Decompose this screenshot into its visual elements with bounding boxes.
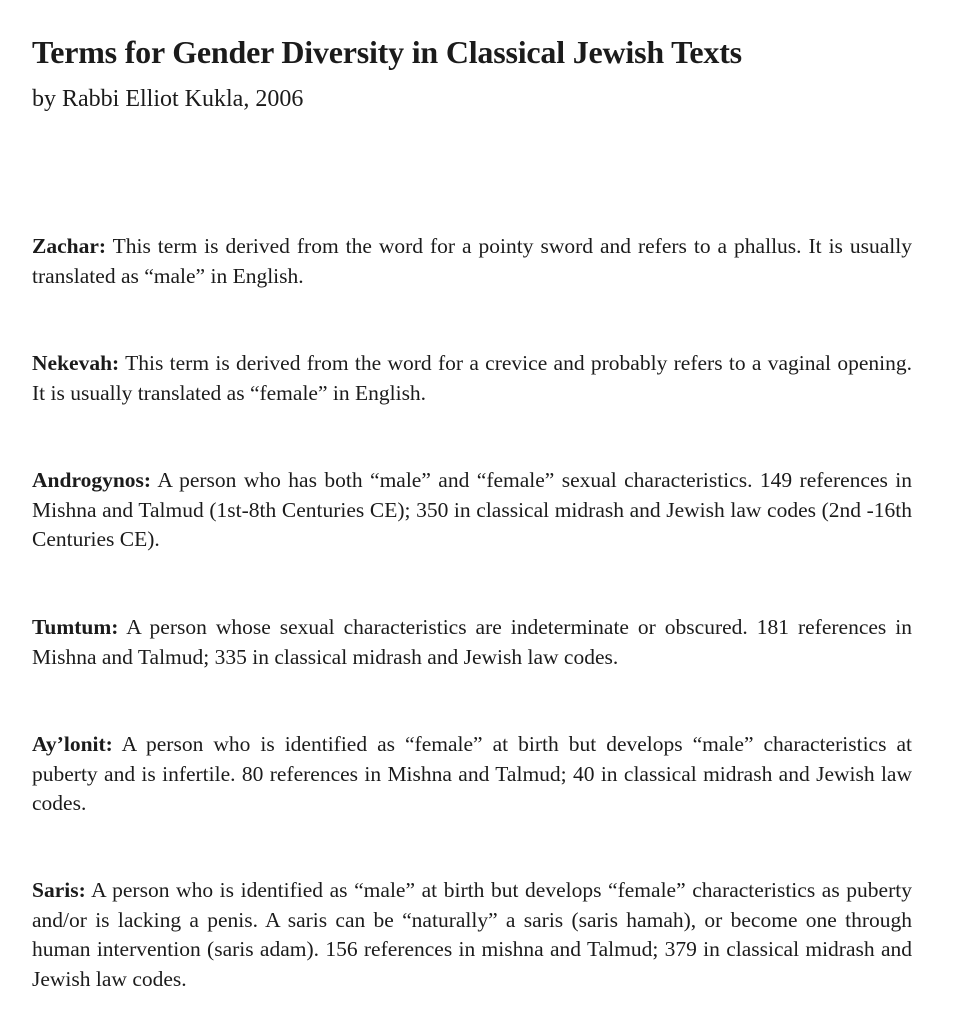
term-name: Tumtum: xyxy=(32,615,119,639)
document-page xyxy=(32,0,912,1024)
term-tumtum xyxy=(32,613,912,672)
author-byline: by Rabbi Elliot Kukla, 2006 xyxy=(32,86,304,112)
term-androgynos xyxy=(32,466,912,555)
term-name: Zachar: xyxy=(32,234,107,258)
term-name: Saris: xyxy=(32,878,86,902)
term-definition: This term is derived from the word for a pointy sword and refers to a phallus. It is usually translated as “male” in English. xyxy=(32,234,912,288)
term-definition: A person who is identified as “female” at birth but develops “male” characteristics at puberty and is infertile. 80 references in Mishna and Talmud; 40 in classical midrash and Jewish law codes. xyxy=(32,732,912,815)
term-nekevah xyxy=(32,349,912,408)
term-definition: A person who is identified as “male” at birth but develops “female” characteristics as puberty and/or is lacking a penis. A saris can be “naturally” a saris (saris hamah), or become one through human intervention (saris adam). 156 references in mishna and Talmud; 379 in classical midrash and Jewish law codes. xyxy=(32,878,912,991)
term-name: Nekevah: xyxy=(32,351,120,375)
term-definition: This term is derived from the word for a crevice and probably refers to a vaginal opening. It is usually translated as “female” in English. xyxy=(32,351,912,405)
term-name: Ay’lonit: xyxy=(32,732,113,756)
term-saris xyxy=(32,876,912,994)
term-definition: A person who has both “male” and “female” sexual characteristics. 149 references in Mishna and Talmud (1st-8th Centuries CE); 350 in classical midrash and Jewish law codes (2nd -16th Centuries CE). xyxy=(32,468,912,551)
term-aylonit xyxy=(32,730,912,819)
term-zachar xyxy=(32,232,912,291)
term-definition: A person whose sexual characteristics are indeterminate or obscured. 181 references in Mishna and Talmud; 335 in classical midrash and Jewish law codes. xyxy=(32,615,912,669)
page-title: Terms for Gender Diversity in Classical Jewish Texts xyxy=(32,34,742,70)
term-name: Androgynos: xyxy=(32,468,152,492)
